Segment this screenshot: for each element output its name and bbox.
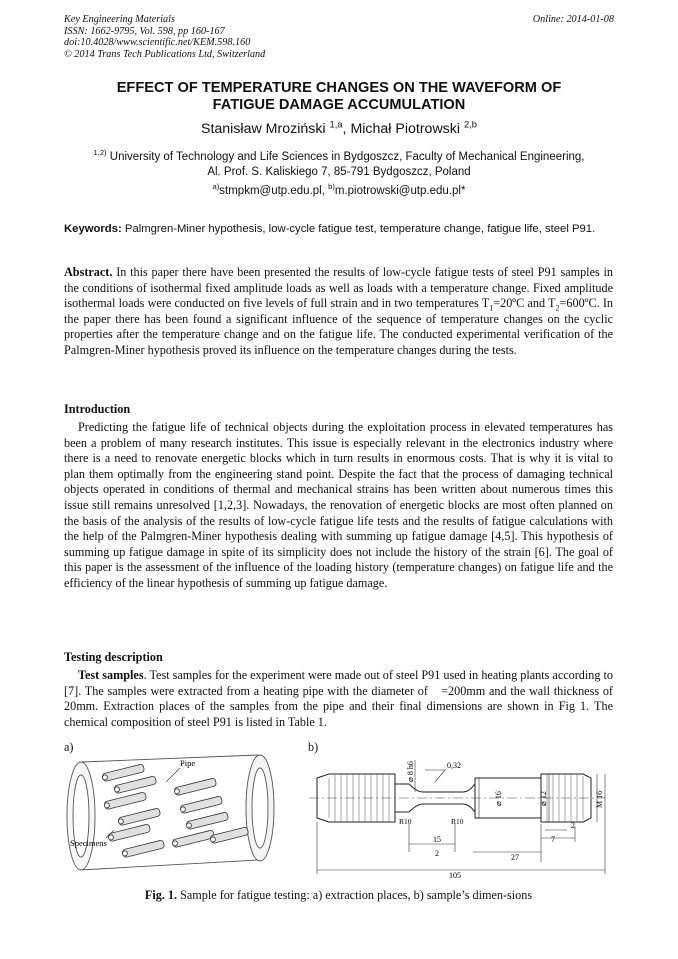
author-1-sup: 1,a [329, 119, 343, 130]
author-emails [64, 182, 614, 197]
paper-title [64, 80, 614, 114]
doi-line[interactable]: doi:10.4028/www.scientific.net/KEM.598.160 [64, 37, 251, 49]
introduction-heading: Introduction [64, 402, 131, 416]
caption-text: Sample for fatigue testing: a) extraction places, b) sample’s dimen-sions [177, 888, 533, 902]
dim-length-105: 105 [449, 871, 461, 880]
dim-middle-diameter: ⌀ 16 [494, 791, 503, 806]
introduction-paragraph: Predicting the fatigue life of technical objects during the exploitation process in elevated temperatures has been a problem of many research institutes. This issue is especially relevant in the electronics industry where there is a need to renovate energetic blocks which in turn results in enormous costs. That is why it is vital to plan them optimally from the engineering stand point. Despite the fact that the process of damaging technical objects operated in conditions of thermal and mechanical strains has been written about numerous times this issue still remains unresolved [1,2,3]. Nowadays, the renovation of energetic blocks are most often planned on the basis of the analysis of the results of low-cycle fatigue life tests and the results of fatigue calculations with the help of the Palmgren-Miner hypothesis dealing with summing up fatigue damage [4,5]. This hypothesis of summing up fatigue damage in spite of its simplicity does not include the history of the strain [6]. The goal of this paper is the assessment of the influence of the loading history (temperature changes) on fatigue life and the efficiency of the linear hypothesis of summing up fatigue damage. [64, 420, 613, 590]
figure-a-label: a) [64, 740, 74, 754]
author-2: Michał Piotrowski [350, 121, 461, 137]
email-a-sup: a) [212, 182, 220, 192]
keywords-text: Palmgren-Miner hypothesis, low-cycle fatigue test, temperature change, fatigue life, steel P91. [121, 223, 596, 235]
dim-grip-diameter: ⌀ 12 [539, 791, 548, 806]
title-line-1: EFFECT OF TEMPERATURE CHANGES ON THE WAVEFORM OF [116, 80, 562, 96]
dim-roughness: 0,32 [447, 761, 461, 770]
testing-heading: Testing description [64, 650, 163, 664]
email-b[interactable]: m.piotrowski@utp.edu.pl* [334, 185, 466, 197]
caption-label: Fig. 1. [144, 888, 178, 902]
abstract-text-3: =600ºC. In the paper there has been found a significant influence of the sequence of temperature changes on the cyclic properties after the temperature change and on the fatigue life. The conducted experimental verification of the Palmgren-Miner hypothesis proved its influence on the temperature changes during the tests. [64, 296, 613, 357]
dim-length-7: 7 [551, 835, 555, 844]
keywords-label: Keywords: [64, 223, 122, 235]
online-date: Online: 2014-01-08 [532, 14, 614, 25]
dim-length-2-left: 2 [435, 849, 439, 858]
author-list [64, 121, 614, 137]
dim-radius-right: R10 [451, 817, 464, 826]
testing-text: . Test samples for the experiment were made out of steel P91 used in heating plants according to [7]. The samples were extracted from a heating pipe with the diameter of =200mm and the wall thickness of 20mm. Extraction places of the samples from the pipe and their final dimensions are shown in Fig 1. The chemical composition of steel P91 is listed in Table 1. [64, 668, 613, 729]
author-separator: , [342, 121, 351, 137]
abstract-sub-2: 2 [555, 303, 560, 313]
journal-name: Key Engineering Materials [64, 14, 175, 25]
pipe-extraction-figure [62, 752, 294, 882]
dim-thread: M 16 [595, 790, 604, 808]
dim-length-2-right: 2 [571, 821, 575, 830]
author-2-sup: 2,b [463, 119, 477, 130]
affiliation-line-2: Al. Prof. S. Kaliskiego 7, 85-791 Bydgoszcz, Poland [207, 166, 471, 178]
dim-neck-diameter: ⌀ 8 h6 [406, 761, 415, 782]
figure-b-label: b) [308, 740, 319, 754]
abstract-sub-1: 1 [489, 303, 494, 313]
specimen-dimension-drawing [305, 752, 615, 880]
dim-length-15: 15 [433, 835, 441, 844]
figure-caption [64, 888, 613, 903]
dim-length-27: 27 [511, 853, 519, 862]
abstract-label: Abstract. [64, 265, 113, 279]
issn-line: ISSN: 1662-9795, Vol. 598, pp 160-167 [64, 25, 225, 37]
email-b-sup: b) [328, 182, 335, 192]
journal-header [64, 14, 265, 60]
pipe-label: Pipe [180, 758, 196, 768]
test-samples-label: Test samples [78, 668, 144, 682]
abstract-text-1: In this paper there have been presented the results of low-cycle fatigue tests of steel P91 samples in the conditions of isothermal fixed amplitude loads as well as loads with a temperature change. Fixed amplitude isothermal loads were conducted on five levels of full strain and in two temperatures T [64, 265, 613, 311]
author-1: Stanisław Mroziński [201, 121, 326, 137]
abstract [64, 265, 613, 359]
affiliation-line-1: University of Technology and Life Sciences in Bydgoszcz, Faculty of Mechanical Engineering, [106, 151, 585, 163]
specimens-label: Specimens [70, 838, 107, 848]
email-a[interactable]: stmpkm@utp.edu.pl, [219, 185, 329, 197]
dim-radius-left: R10 [399, 817, 412, 826]
keywords [64, 222, 613, 237]
testing-paragraph [64, 668, 613, 730]
affiliation [64, 150, 614, 180]
title-line-2: FATIGUE DAMAGE ACCUMULATION [212, 97, 466, 113]
abstract-text-2: =20ºC and T [493, 296, 556, 311]
affiliation-sup: 1,2) [93, 148, 107, 158]
copyright-line: © 2014 Trans Tech Publications Ltd, Switzerland [64, 48, 266, 60]
